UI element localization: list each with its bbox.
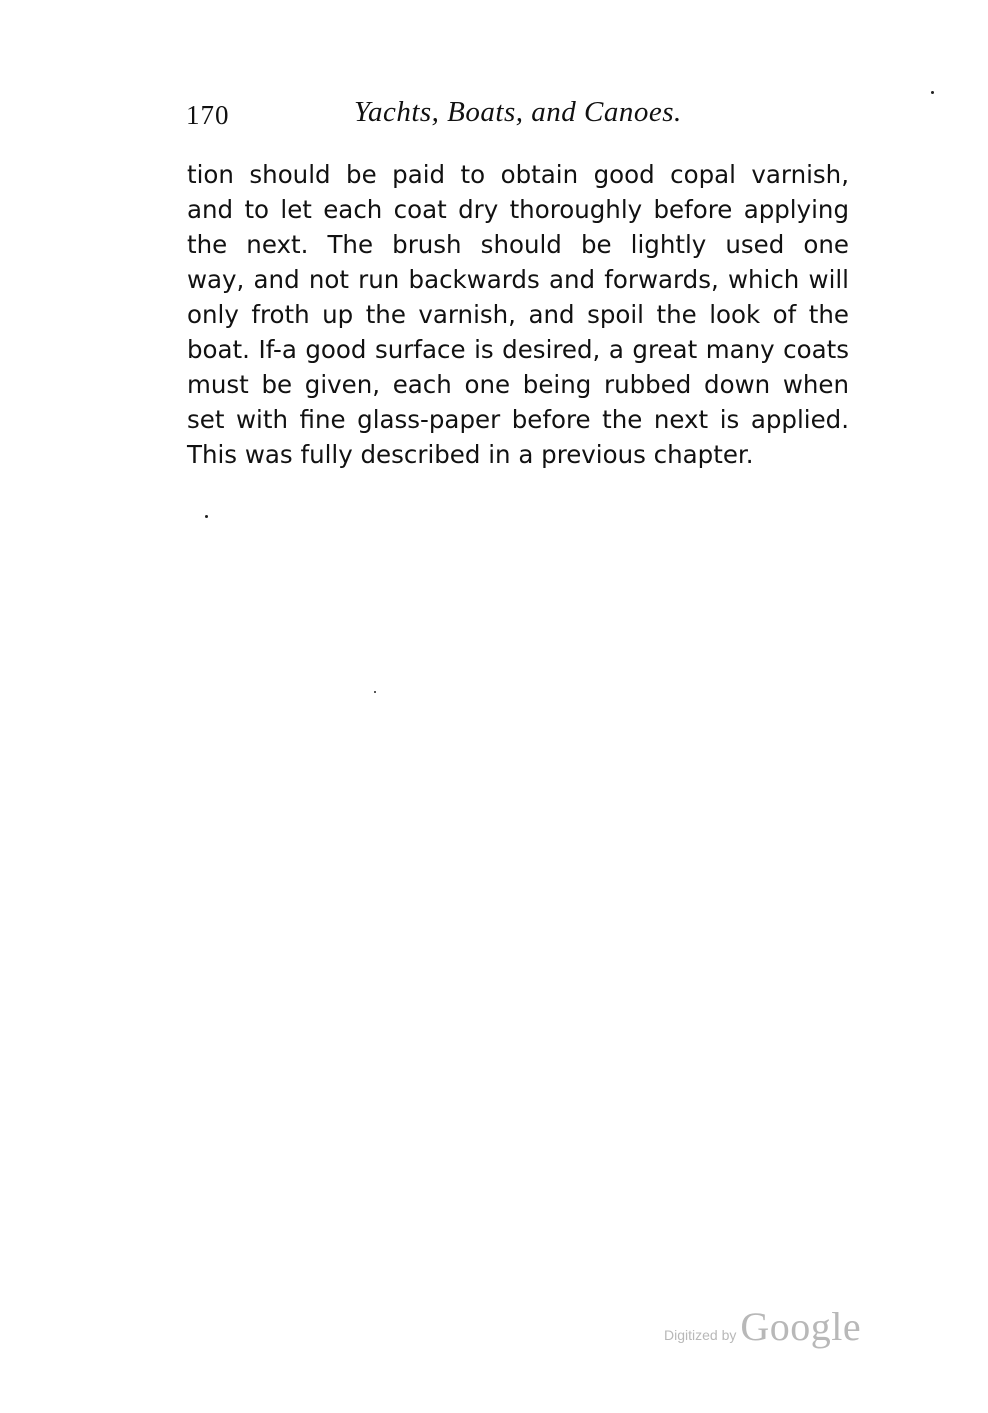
text-line: the next. The brush should be lightly used one: [187, 230, 849, 259]
scan-speck: [205, 515, 208, 518]
text-line: This was fully described in a previous chapter.: [187, 440, 754, 469]
running-title: Yachts, Boats, and Canoes.: [354, 96, 682, 128]
running-head: [186, 96, 848, 136]
text-line: way, and not run backwards and forwards, which will: [187, 265, 849, 294]
text-line: set with fine glass-paper before the next is applied.: [187, 405, 849, 434]
text-line: and to let each coat dry thoroughly before applying: [187, 195, 849, 224]
body-paragraph: [187, 157, 849, 472]
text-line: tion should be paid to obtain good copal varnish,: [187, 160, 849, 189]
text-line: boat. If-a good surface is desired, a great many coats: [187, 335, 849, 364]
watermark-prefix: Digitized by: [664, 1327, 737, 1343]
scan-speck: [374, 691, 376, 693]
text-line: must be given, each one being rubbed down when: [187, 370, 849, 399]
watermark-brand-logo: Google: [740, 1304, 862, 1349]
text-line: only froth up the varnish, and spoil the look of the: [187, 300, 849, 329]
page-number: 170: [186, 100, 230, 130]
scan-speck: [931, 91, 934, 94]
digitized-watermark: [664, 1303, 861, 1353]
